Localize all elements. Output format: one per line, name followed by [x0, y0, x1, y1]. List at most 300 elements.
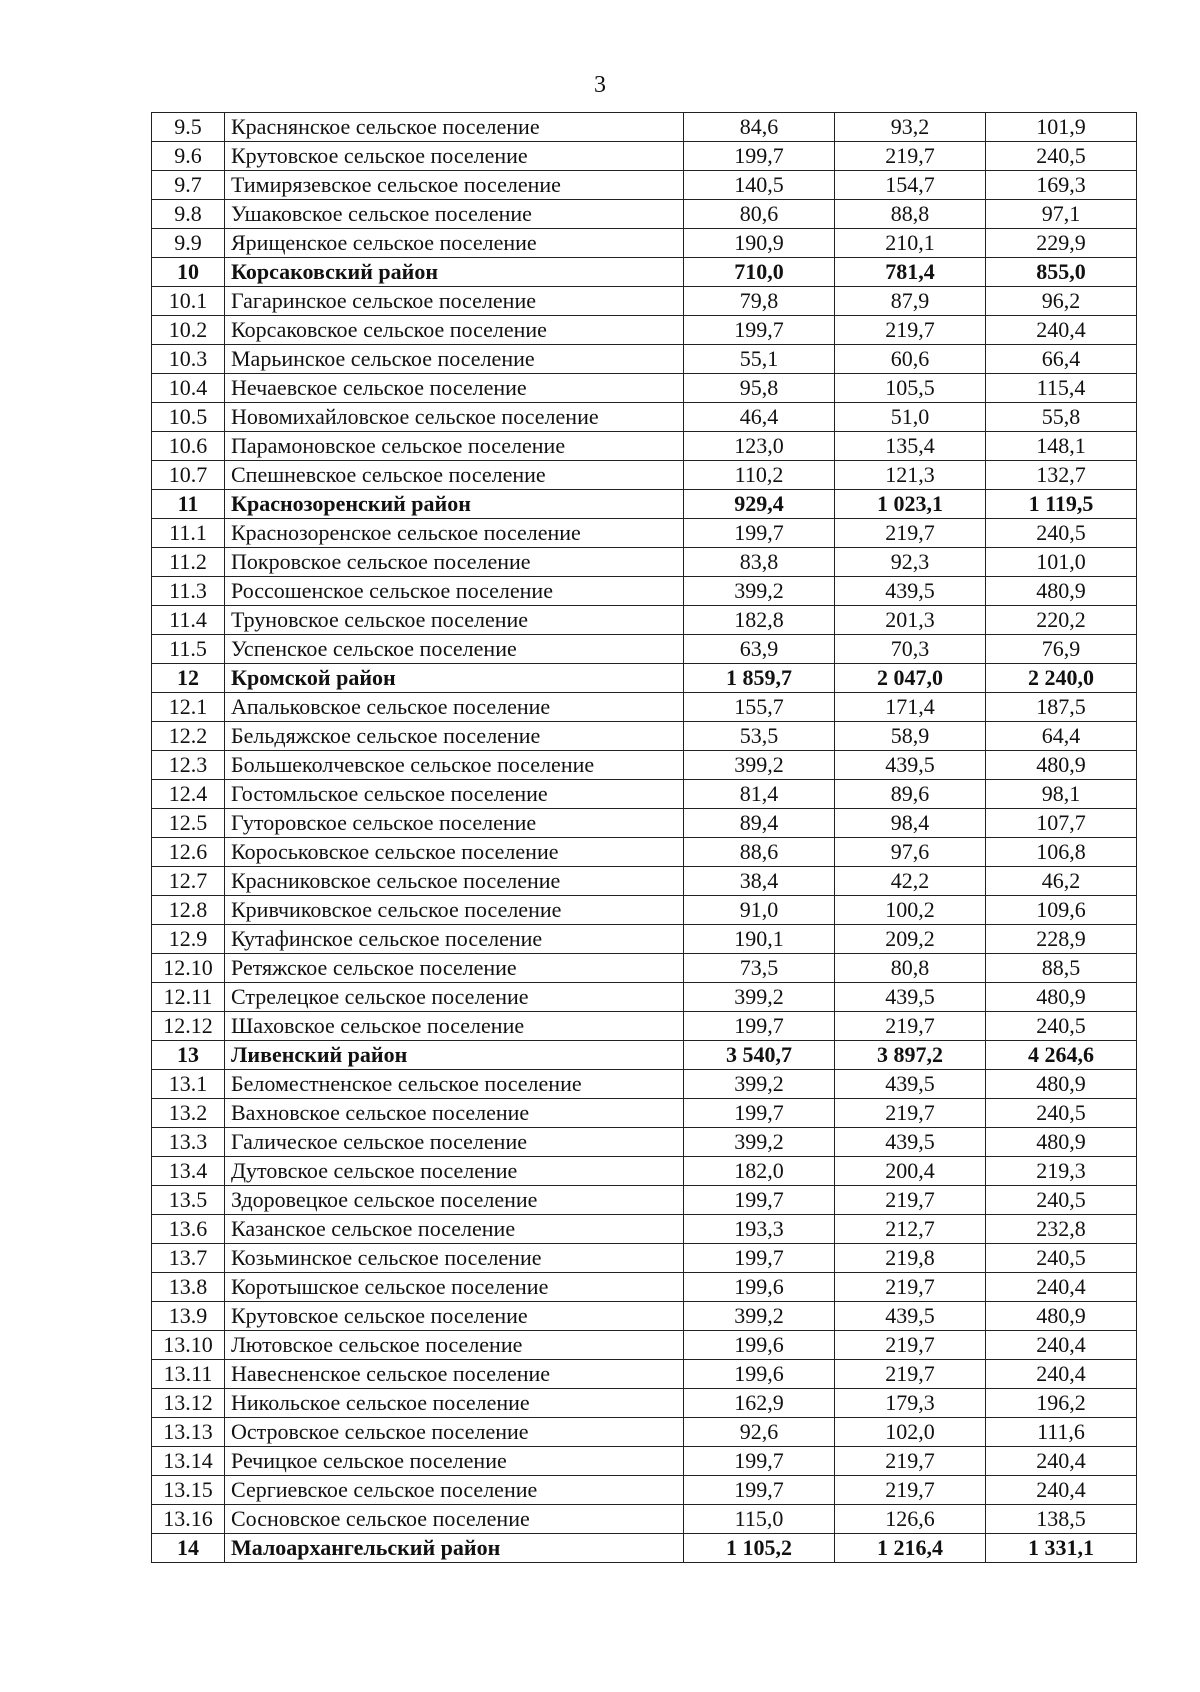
row-name-cell: Навесненское сельское поселение — [225, 1360, 684, 1389]
value-1-cell: 53,5 — [684, 722, 835, 751]
row-name-cell: Здоровецкое сельское поселение — [225, 1186, 684, 1215]
row-number-cell: 12.2 — [152, 722, 225, 751]
value-3-cell: 96,2 — [986, 287, 1137, 316]
value-1-cell: 199,7 — [684, 1099, 835, 1128]
row-name-cell: Тимирязевское сельское поселение — [225, 171, 684, 200]
value-2-cell: 51,0 — [835, 403, 986, 432]
value-3-cell: 148,1 — [986, 432, 1137, 461]
row-name-cell: Казанское сельское поселение — [225, 1215, 684, 1244]
row-name-cell: Дутовское сельское поселение — [225, 1157, 684, 1186]
row-name-cell: Бельдяжское сельское поселение — [225, 722, 684, 751]
value-3-cell: 169,3 — [986, 171, 1137, 200]
row-name-cell: Труновское сельское поселение — [225, 606, 684, 635]
table-row — [152, 809, 1137, 838]
value-3-cell: 240,5 — [986, 1186, 1137, 1215]
row-number-cell: 12.12 — [152, 1012, 225, 1041]
value-1-cell: 73,5 — [684, 954, 835, 983]
value-3-cell: 138,5 — [986, 1505, 1137, 1534]
table-row — [152, 345, 1137, 374]
table-row — [152, 1447, 1137, 1476]
value-3-cell: 219,3 — [986, 1157, 1137, 1186]
row-name-cell: Краснозоренский район — [225, 490, 684, 519]
value-1-cell: 199,7 — [684, 1186, 835, 1215]
value-1-cell: 110,2 — [684, 461, 835, 490]
value-1-cell: 182,0 — [684, 1157, 835, 1186]
table-row — [152, 200, 1137, 229]
row-number-cell: 10.2 — [152, 316, 225, 345]
table-row — [152, 171, 1137, 200]
row-name-cell: Спешневское сельское поселение — [225, 461, 684, 490]
row-name-cell: Коротышское сельское поселение — [225, 1273, 684, 1302]
row-name-cell: Лютовское сельское поселение — [225, 1331, 684, 1360]
value-3-cell: 240,5 — [986, 1012, 1137, 1041]
row-number-cell: 11.2 — [152, 548, 225, 577]
row-number-cell: 11.5 — [152, 635, 225, 664]
row-number-cell: 12.1 — [152, 693, 225, 722]
value-1-cell: 399,2 — [684, 751, 835, 780]
table-row — [152, 1186, 1137, 1215]
value-2-cell: 439,5 — [835, 1302, 986, 1331]
value-1-cell: 199,7 — [684, 316, 835, 345]
value-1-cell: 46,4 — [684, 403, 835, 432]
value-1-cell: 399,2 — [684, 577, 835, 606]
row-name-cell: Успенское сельское поселение — [225, 635, 684, 664]
value-1-cell: 199,7 — [684, 1012, 835, 1041]
table-row — [152, 635, 1137, 664]
table-row — [152, 867, 1137, 896]
table-row — [152, 1244, 1137, 1273]
value-3-cell: 480,9 — [986, 1128, 1137, 1157]
table-row — [152, 722, 1137, 751]
value-1-cell: 123,0 — [684, 432, 835, 461]
row-number-cell: 11 — [152, 490, 225, 519]
row-name-cell: Кромской район — [225, 664, 684, 693]
table-row — [152, 1215, 1137, 1244]
value-1-cell: 182,8 — [684, 606, 835, 635]
row-number-cell: 11.3 — [152, 577, 225, 606]
row-number-cell: 11.1 — [152, 519, 225, 548]
row-number-cell: 13.2 — [152, 1099, 225, 1128]
value-2-cell: 3 897,2 — [835, 1041, 986, 1070]
value-1-cell: 63,9 — [684, 635, 835, 664]
value-3-cell: 64,4 — [986, 722, 1137, 751]
value-2-cell: 154,7 — [835, 171, 986, 200]
row-name-cell: Стрелецкое сельское поселение — [225, 983, 684, 1012]
row-number-cell: 10.3 — [152, 345, 225, 374]
row-name-cell: Краснянское сельское поселение — [225, 113, 684, 142]
value-3-cell: 240,4 — [986, 1476, 1137, 1505]
value-2-cell: 439,5 — [835, 1128, 986, 1157]
value-2-cell: 439,5 — [835, 751, 986, 780]
table-row — [152, 142, 1137, 171]
row-name-cell: Ливенский район — [225, 1041, 684, 1070]
value-1-cell: 929,4 — [684, 490, 835, 519]
row-number-cell: 13.5 — [152, 1186, 225, 1215]
value-2-cell: 439,5 — [835, 983, 986, 1012]
value-1-cell: 199,6 — [684, 1360, 835, 1389]
value-3-cell: 132,7 — [986, 461, 1137, 490]
table-row — [152, 1360, 1137, 1389]
value-3-cell: 232,8 — [986, 1215, 1137, 1244]
row-number-cell: 13.4 — [152, 1157, 225, 1186]
row-number-cell: 13.14 — [152, 1447, 225, 1476]
value-2-cell: 42,2 — [835, 867, 986, 896]
value-1-cell: 399,2 — [684, 1302, 835, 1331]
row-name-cell: Большеколчевское сельское поселение — [225, 751, 684, 780]
table-row — [152, 1505, 1137, 1534]
row-number-cell: 10.5 — [152, 403, 225, 432]
value-3-cell: 187,5 — [986, 693, 1137, 722]
row-number-cell: 13.12 — [152, 1389, 225, 1418]
value-2-cell: 219,7 — [835, 1186, 986, 1215]
value-2-cell: 200,4 — [835, 1157, 986, 1186]
value-3-cell: 196,2 — [986, 1389, 1137, 1418]
row-name-cell: Крутовское сельское поселение — [225, 142, 684, 171]
row-name-cell: Краснозоренское сельское поселение — [225, 519, 684, 548]
value-3-cell: 480,9 — [986, 1070, 1137, 1099]
value-2-cell: 219,7 — [835, 1099, 986, 1128]
row-number-cell: 9.5 — [152, 113, 225, 142]
table-row — [152, 1418, 1137, 1447]
value-3-cell: 2 240,0 — [986, 664, 1137, 693]
row-number-cell: 10.7 — [152, 461, 225, 490]
table-row — [152, 432, 1137, 461]
value-3-cell: 220,2 — [986, 606, 1137, 635]
row-name-cell: Ярищенское сельское поселение — [225, 229, 684, 258]
value-2-cell: 219,7 — [835, 316, 986, 345]
value-3-cell: 109,6 — [986, 896, 1137, 925]
row-name-cell: Апальковское сельское поселение — [225, 693, 684, 722]
table-row — [152, 577, 1137, 606]
value-2-cell: 121,3 — [835, 461, 986, 490]
table-row — [152, 548, 1137, 577]
value-2-cell: 171,4 — [835, 693, 986, 722]
value-1-cell: 710,0 — [684, 258, 835, 287]
row-number-cell: 14 — [152, 1534, 225, 1563]
row-number-cell: 13 — [152, 1041, 225, 1070]
row-name-cell: Сосновское сельское поселение — [225, 1505, 684, 1534]
value-2-cell: 100,2 — [835, 896, 986, 925]
value-3-cell: 240,5 — [986, 1099, 1137, 1128]
value-2-cell: 92,3 — [835, 548, 986, 577]
value-3-cell: 111,6 — [986, 1418, 1137, 1447]
row-number-cell: 13.10 — [152, 1331, 225, 1360]
table-row — [152, 1273, 1137, 1302]
value-1-cell: 193,3 — [684, 1215, 835, 1244]
value-2-cell: 219,7 — [835, 1273, 986, 1302]
table-row — [152, 374, 1137, 403]
value-3-cell: 107,7 — [986, 809, 1137, 838]
row-number-cell: 13.3 — [152, 1128, 225, 1157]
value-2-cell: 439,5 — [835, 1070, 986, 1099]
table-row — [152, 606, 1137, 635]
row-number-cell: 10.1 — [152, 287, 225, 316]
row-number-cell: 12.11 — [152, 983, 225, 1012]
value-3-cell: 240,5 — [986, 142, 1137, 171]
value-2-cell: 97,6 — [835, 838, 986, 867]
row-number-cell: 12.8 — [152, 896, 225, 925]
value-3-cell: 240,4 — [986, 1273, 1137, 1302]
table-row — [152, 1128, 1137, 1157]
value-3-cell: 480,9 — [986, 751, 1137, 780]
value-3-cell: 240,4 — [986, 1360, 1137, 1389]
table-row — [152, 1099, 1137, 1128]
value-3-cell: 240,5 — [986, 1244, 1137, 1273]
value-1-cell: 79,8 — [684, 287, 835, 316]
row-name-cell: Крутовское сельское поселение — [225, 1302, 684, 1331]
table-row-district — [152, 490, 1137, 519]
value-2-cell: 60,6 — [835, 345, 986, 374]
row-name-cell: Вахновское сельское поселение — [225, 1099, 684, 1128]
value-2-cell: 219,7 — [835, 1476, 986, 1505]
value-2-cell: 219,7 — [835, 1331, 986, 1360]
row-name-cell: Красниковское сельское поселение — [225, 867, 684, 896]
value-3-cell: 98,1 — [986, 780, 1137, 809]
value-1-cell: 399,2 — [684, 983, 835, 1012]
table-row — [152, 1389, 1137, 1418]
value-2-cell: 179,3 — [835, 1389, 986, 1418]
value-3-cell: 106,8 — [986, 838, 1137, 867]
table-row — [152, 461, 1137, 490]
value-1-cell: 162,9 — [684, 1389, 835, 1418]
value-1-cell: 199,7 — [684, 1447, 835, 1476]
row-name-cell: Сергиевское сельское поселение — [225, 1476, 684, 1505]
table-row — [152, 838, 1137, 867]
row-number-cell: 12.10 — [152, 954, 225, 983]
row-name-cell: Козьминское сельское поселение — [225, 1244, 684, 1273]
value-1-cell: 88,6 — [684, 838, 835, 867]
value-2-cell: 219,7 — [835, 519, 986, 548]
row-name-cell: Корсаковский район — [225, 258, 684, 287]
value-1-cell: 95,8 — [684, 374, 835, 403]
row-number-cell: 13.6 — [152, 1215, 225, 1244]
row-number-cell: 12.3 — [152, 751, 225, 780]
table-row — [152, 287, 1137, 316]
value-2-cell: 219,7 — [835, 1360, 986, 1389]
value-2-cell: 219,7 — [835, 142, 986, 171]
row-name-cell: Гагаринское сельское поселение — [225, 287, 684, 316]
value-2-cell: 781,4 — [835, 258, 986, 287]
table-row — [152, 780, 1137, 809]
table-row — [152, 896, 1137, 925]
value-3-cell: 76,9 — [986, 635, 1137, 664]
value-3-cell: 97,1 — [986, 200, 1137, 229]
row-number-cell: 12.5 — [152, 809, 225, 838]
value-3-cell: 240,4 — [986, 316, 1137, 345]
value-3-cell: 66,4 — [986, 345, 1137, 374]
value-3-cell: 101,9 — [986, 113, 1137, 142]
row-name-cell: Беломестненское сельское поселение — [225, 1070, 684, 1099]
table-row — [152, 403, 1137, 432]
row-number-cell: 10.4 — [152, 374, 225, 403]
value-2-cell: 135,4 — [835, 432, 986, 461]
row-number-cell: 13.15 — [152, 1476, 225, 1505]
row-name-cell: Гостомльское сельское поселение — [225, 780, 684, 809]
value-2-cell: 219,8 — [835, 1244, 986, 1273]
value-3-cell: 101,0 — [986, 548, 1137, 577]
value-2-cell: 1 023,1 — [835, 490, 986, 519]
value-3-cell: 1 331,1 — [986, 1534, 1137, 1563]
value-1-cell: 1 859,7 — [684, 664, 835, 693]
row-number-cell: 13.8 — [152, 1273, 225, 1302]
value-3-cell: 88,5 — [986, 954, 1137, 983]
value-2-cell: 102,0 — [835, 1418, 986, 1447]
value-1-cell: 91,0 — [684, 896, 835, 925]
table-row-district — [152, 1041, 1137, 1070]
table-row — [152, 1012, 1137, 1041]
value-1-cell: 199,7 — [684, 1476, 835, 1505]
row-number-cell: 10 — [152, 258, 225, 287]
value-2-cell: 88,8 — [835, 200, 986, 229]
value-1-cell: 199,6 — [684, 1273, 835, 1302]
value-1-cell: 83,8 — [684, 548, 835, 577]
value-3-cell: 229,9 — [986, 229, 1137, 258]
row-number-cell: 13.7 — [152, 1244, 225, 1273]
row-number-cell: 11.4 — [152, 606, 225, 635]
value-1-cell: 140,5 — [684, 171, 835, 200]
table-row-district — [152, 1534, 1137, 1563]
value-1-cell: 81,4 — [684, 780, 835, 809]
value-2-cell: 1 216,4 — [835, 1534, 986, 1563]
value-3-cell: 855,0 — [986, 258, 1137, 287]
row-name-cell: Короськовское сельское поселение — [225, 838, 684, 867]
table-row — [152, 316, 1137, 345]
value-1-cell: 55,1 — [684, 345, 835, 374]
value-2-cell: 219,7 — [835, 1447, 986, 1476]
value-2-cell: 209,2 — [835, 925, 986, 954]
value-2-cell: 212,7 — [835, 1215, 986, 1244]
row-name-cell: Островское сельское поселение — [225, 1418, 684, 1447]
row-name-cell: Корсаковское сельское поселение — [225, 316, 684, 345]
value-3-cell: 115,4 — [986, 374, 1137, 403]
value-1-cell: 80,6 — [684, 200, 835, 229]
row-number-cell: 12.9 — [152, 925, 225, 954]
table-row — [152, 983, 1137, 1012]
table-row — [152, 1331, 1137, 1360]
value-1-cell: 84,6 — [684, 113, 835, 142]
table-row — [152, 751, 1137, 780]
row-name-cell: Кривчиковское сельское поселение — [225, 896, 684, 925]
value-2-cell: 93,2 — [835, 113, 986, 142]
value-1-cell: 199,7 — [684, 519, 835, 548]
data-table — [151, 112, 1137, 1563]
row-number-cell: 9.9 — [152, 229, 225, 258]
value-2-cell: 58,9 — [835, 722, 986, 751]
value-2-cell: 80,8 — [835, 954, 986, 983]
row-name-cell: Покровское сельское поселение — [225, 548, 684, 577]
value-3-cell: 480,9 — [986, 983, 1137, 1012]
value-2-cell: 210,1 — [835, 229, 986, 258]
row-number-cell: 13.13 — [152, 1418, 225, 1447]
value-3-cell: 240,4 — [986, 1331, 1137, 1360]
row-name-cell: Шаховское сельское поселение — [225, 1012, 684, 1041]
value-2-cell: 105,5 — [835, 374, 986, 403]
value-1-cell: 92,6 — [684, 1418, 835, 1447]
value-2-cell: 87,9 — [835, 287, 986, 316]
value-1-cell: 190,1 — [684, 925, 835, 954]
value-1-cell: 199,7 — [684, 1244, 835, 1273]
value-1-cell: 38,4 — [684, 867, 835, 896]
row-number-cell: 10.6 — [152, 432, 225, 461]
table-row — [152, 519, 1137, 548]
row-number-cell: 12.6 — [152, 838, 225, 867]
value-2-cell: 126,6 — [835, 1505, 986, 1534]
value-3-cell: 4 264,6 — [986, 1041, 1137, 1070]
value-2-cell: 70,3 — [835, 635, 986, 664]
value-1-cell: 190,9 — [684, 229, 835, 258]
page-number: 3 — [594, 72, 606, 98]
value-2-cell: 439,5 — [835, 577, 986, 606]
table-row — [152, 1302, 1137, 1331]
value-1-cell: 3 540,7 — [684, 1041, 835, 1070]
value-3-cell: 480,9 — [986, 1302, 1137, 1331]
row-number-cell: 13.1 — [152, 1070, 225, 1099]
row-name-cell: Новомихайловское сельское поселение — [225, 403, 684, 432]
value-1-cell: 1 105,2 — [684, 1534, 835, 1563]
value-3-cell: 46,2 — [986, 867, 1137, 896]
value-3-cell: 55,8 — [986, 403, 1137, 432]
value-2-cell: 89,6 — [835, 780, 986, 809]
value-3-cell: 240,4 — [986, 1447, 1137, 1476]
row-name-cell: Парамоновское сельское поселение — [225, 432, 684, 461]
row-name-cell: Галическое сельское поселение — [225, 1128, 684, 1157]
value-3-cell: 228,9 — [986, 925, 1137, 954]
value-3-cell: 240,5 — [986, 519, 1137, 548]
table-row — [152, 229, 1137, 258]
row-number-cell: 12.7 — [152, 867, 225, 896]
value-2-cell: 201,3 — [835, 606, 986, 635]
row-number-cell: 9.7 — [152, 171, 225, 200]
value-2-cell: 219,7 — [835, 1012, 986, 1041]
table-row — [152, 1157, 1137, 1186]
value-1-cell: 199,6 — [684, 1331, 835, 1360]
table-row — [152, 113, 1137, 142]
row-name-cell: Нечаевское сельское поселение — [225, 374, 684, 403]
table-row — [152, 1070, 1137, 1099]
value-1-cell: 115,0 — [684, 1505, 835, 1534]
table-row — [152, 925, 1137, 954]
table-row-district — [152, 664, 1137, 693]
row-number-cell: 9.8 — [152, 200, 225, 229]
table-row — [152, 1476, 1137, 1505]
table-row-district — [152, 258, 1137, 287]
row-number-cell: 13.11 — [152, 1360, 225, 1389]
data-table-container — [151, 112, 1137, 1563]
value-1-cell: 399,2 — [684, 1070, 835, 1099]
value-1-cell: 89,4 — [684, 809, 835, 838]
row-number-cell: 9.6 — [152, 142, 225, 171]
row-name-cell: Гуторовское сельское поселение — [225, 809, 684, 838]
value-1-cell: 399,2 — [684, 1128, 835, 1157]
row-number-cell: 12 — [152, 664, 225, 693]
table-body — [152, 113, 1137, 1563]
table-row — [152, 954, 1137, 983]
table-row — [152, 693, 1137, 722]
row-name-cell: Марьинское сельское поселение — [225, 345, 684, 374]
row-name-cell: Ушаковское сельское поселение — [225, 200, 684, 229]
row-name-cell: Речицкое сельское поселение — [225, 1447, 684, 1476]
row-name-cell: Россошенское сельское поселение — [225, 577, 684, 606]
value-2-cell: 2 047,0 — [835, 664, 986, 693]
value-3-cell: 480,9 — [986, 577, 1137, 606]
row-number-cell: 12.4 — [152, 780, 225, 809]
row-name-cell: Малоархангельский район — [225, 1534, 684, 1563]
value-2-cell: 98,4 — [835, 809, 986, 838]
row-number-cell: 13.9 — [152, 1302, 225, 1331]
value-1-cell: 199,7 — [684, 142, 835, 171]
row-name-cell: Ретяжское сельское поселение — [225, 954, 684, 983]
row-name-cell: Никольское сельское поселение — [225, 1389, 684, 1418]
